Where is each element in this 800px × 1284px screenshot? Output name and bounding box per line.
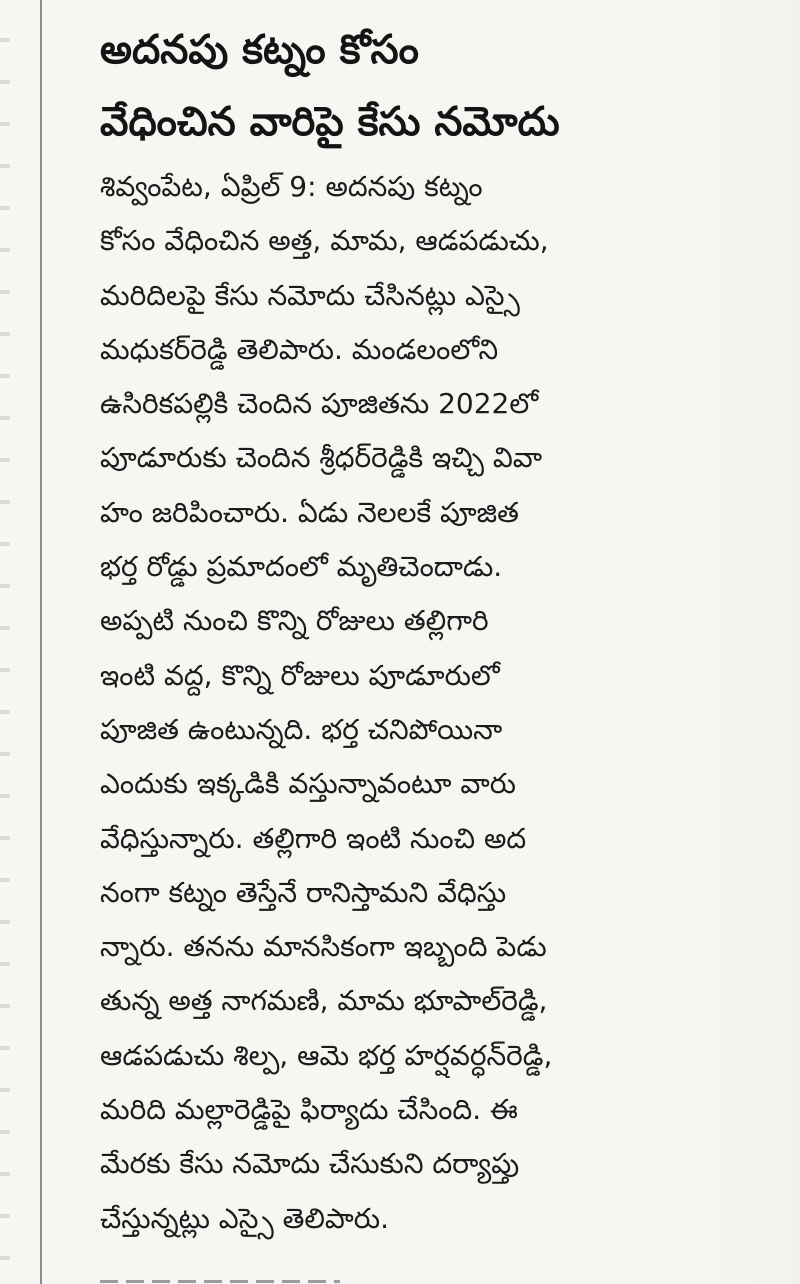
body-line: ఆడపడుచు శిల్ప, ఆమె భర్త హర్షవర్ధన్‌రెడ్డి, bbox=[100, 1038, 553, 1072]
body-line: కోసం వేధించిన అత్త, మామ, ఆడపడుచు, bbox=[100, 224, 549, 258]
page-margin bbox=[690, 0, 800, 1284]
body-line: చేస్తున్నట్లు ఎస్సై తెలిపారు. bbox=[100, 1201, 389, 1235]
headline-line-1: అదనపు కట్నం కోసం bbox=[100, 27, 419, 73]
article-body bbox=[100, 160, 680, 1246]
cropped-next-article-text bbox=[100, 1272, 340, 1284]
body-line: మరిదిలపై కేసు నమోదు చేసినట్లు ఎస్సై bbox=[100, 278, 520, 312]
body-line: మరిది మల్లారెడ్డిపై ఫిర్యాదు చేసింది. ఈ bbox=[100, 1093, 518, 1127]
body-line: అప్పటి నుంచి కొన్ని రోజులు తల్లిగారి bbox=[100, 604, 489, 638]
body-line: తున్న అత్త నాగమణి, మామ భూపాల్‌రెడ్డి, bbox=[100, 984, 548, 1018]
body-line: భర్త రోడ్డు ప్రమాదంలో మృతిచెందాడు. bbox=[100, 550, 503, 584]
body-line: న్నారు. తనను మానసికంగా ఇబ్బంది పెడు bbox=[100, 930, 547, 964]
adjacent-column-edge bbox=[0, 0, 10, 1284]
body-line: పూజిత ఉంటున్నది. భర్త చనిపోయినా bbox=[100, 712, 503, 746]
body-line: ఇంటి వద్ద, కొన్ని రోజులు పూడూరులో bbox=[100, 658, 500, 692]
body-line: పూడూరుకు చెందిన శ్రీధర్‌రెడ్డికి ఇచ్చి వివా bbox=[100, 441, 543, 475]
body-line: ఎందుకు ఇక్కడికి వస్తున్నావంటూ వారు bbox=[100, 767, 516, 801]
body-line: వేధిస్తున్నారు. తల్లిగారి ఇంటి నుంచి అద bbox=[100, 821, 527, 855]
column-divider bbox=[40, 0, 42, 1284]
body-line: మేరకు కేసు నమోదు చేసుకుని దర్యాప్తు bbox=[100, 1147, 520, 1181]
body-line: శివ్వంపేట, ఏప్రిల్ 9: అదనపు కట్నం bbox=[100, 170, 483, 203]
body-line: హం జరిపించారు. ఏడు నెలలకే పూజిత bbox=[100, 495, 519, 529]
body-line: ఉసిరికపల్లికి చెందిన పూజితను 2022లో bbox=[100, 387, 539, 421]
body-line: నంగా కట్నం తెస్తేనే రానిస్తామని వేధిస్తు bbox=[100, 875, 507, 909]
body-line: మధుకర్‌రెడ్డి తెలిపారు. మండలంలోని bbox=[100, 332, 499, 366]
headline-line-2: వేధించిన వారిపై కేసు నమోదు bbox=[100, 99, 560, 145]
news-article bbox=[100, 14, 680, 1246]
